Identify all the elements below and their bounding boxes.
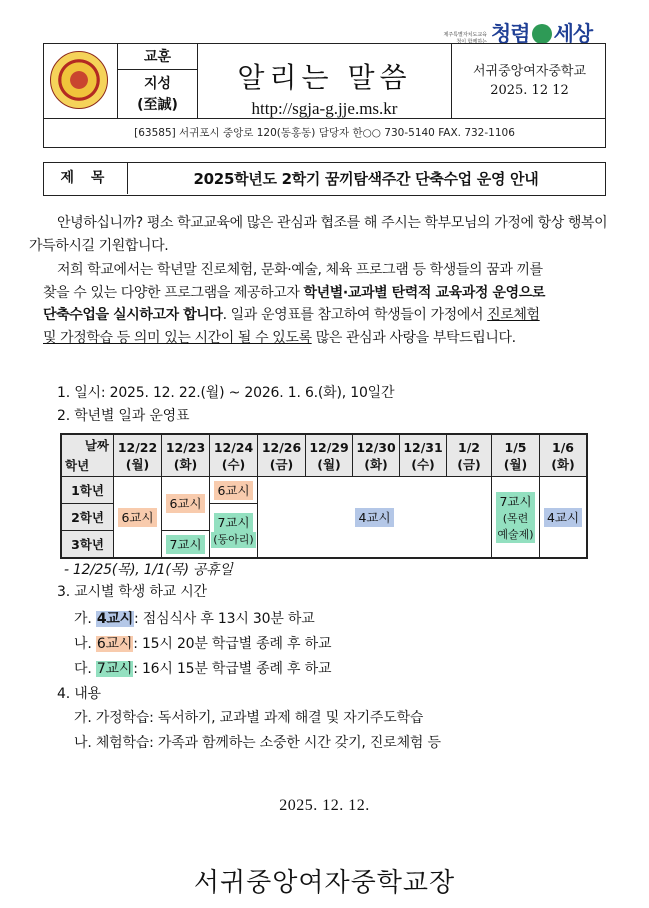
notice-title-box [197, 44, 452, 118]
cell-1222 [114, 477, 162, 558]
greeting-line-2: 가득하시길 기원합니다. [29, 237, 169, 254]
date-label: 12/30 [356, 439, 396, 455]
grade-label: 1학년 [62, 477, 114, 504]
date-label: 1/6 [552, 439, 574, 455]
date-header [492, 435, 540, 477]
schedule-header-row [62, 435, 587, 477]
period-tag: 7교시 [166, 535, 204, 554]
purpose-line-4 [43, 327, 613, 350]
date-label: 12/23 [165, 439, 206, 455]
date-header [210, 435, 258, 477]
date-label: 12/22 [117, 439, 158, 455]
greeting-paragraph [29, 212, 613, 257]
cell-1224-g23 [210, 504, 258, 558]
cell-1224-g1 [210, 477, 258, 504]
schedule-row-grade-1 [62, 477, 587, 504]
item-3-b [74, 634, 331, 654]
school-url[interactable]: http://sgja-g.jje.ms.kr [251, 99, 398, 118]
notice-title: 알리는 말씀 [237, 61, 412, 94]
date-header [447, 435, 492, 477]
date-label: 1/5 [504, 439, 527, 455]
logo-word-1: 청렴 [491, 22, 530, 46]
date-header [258, 435, 306, 477]
document-date: 2025. 12. 12. [279, 797, 370, 814]
motto-value-korean: 지성 [143, 76, 172, 92]
weekday-label: (수) [221, 456, 246, 472]
purpose-line-1: 저희 학교에서는 학년말 진로체험, 문화·예술, 체육 프로그램 등 학생들의 꿈과 끼를 [57, 262, 543, 278]
motto-value [117, 70, 197, 118]
principal-signature: 서귀중앙여자중학교장 [193, 868, 456, 898]
weekday-label: (월) [317, 456, 341, 472]
cell-1223-g12 [162, 477, 210, 531]
weekday-label: (월) [503, 456, 528, 472]
campaign-logo-caption: 제주특별자치도교육청이 함께하는 [443, 32, 487, 45]
item-2-heading: 2. 학년별 일과 운영표 [57, 408, 190, 424]
period-tag-6: 6교시 [96, 636, 133, 652]
date-label: 12/29 [309, 439, 349, 455]
grade-label: 2학년 [62, 504, 114, 531]
event-note [496, 511, 535, 543]
subject-row [43, 162, 606, 196]
schedule-table [60, 433, 588, 559]
weekday-label: (화) [551, 456, 575, 472]
weekday-label: (수) [411, 456, 435, 472]
school-emblem-icon [50, 51, 108, 109]
date-header [162, 435, 210, 477]
motto-value-hanja: (至誠) [137, 97, 178, 113]
cell-0106 [540, 477, 587, 558]
schedule-corner-cell [62, 435, 114, 477]
item-3-heading: 3. 교시별 학생 하교 시간 [57, 584, 207, 600]
weekday-label: (금) [457, 456, 481, 472]
purpose-line-3-plain: . 일과 운영표를 참고하여 학생들이 가정에서 [222, 307, 488, 323]
date-header [353, 435, 400, 477]
date-header [114, 435, 162, 477]
cell-0105 [492, 477, 540, 558]
weekday-label: (화) [173, 456, 198, 472]
school-name: 서귀중앙여자중학교 [472, 64, 587, 79]
period-tag: 6교시 [166, 494, 204, 513]
period-tag: 4교시 [355, 508, 393, 527]
purpose-line-3-bold: 단축수업을 실시하고자 합니다 [43, 307, 223, 323]
date-label: 12/24 [213, 439, 254, 455]
issue-date: 2025. 12 12 [490, 83, 569, 98]
greeting-line-1: 안녕하십니까? 평소 학교교육에 많은 관심과 협조를 해 주시는 학부모님의 가정에 항상 행복이 [57, 215, 608, 231]
period-tag: 6교시 [214, 481, 252, 500]
period-tag: 4교시 [544, 508, 582, 527]
cell-mid-range [258, 477, 492, 558]
item-3-a-prefix: 가. [74, 611, 96, 627]
period-tag-4: 4교시 [96, 611, 134, 627]
grade-label: 3학년 [62, 531, 114, 558]
purpose-line-4-underlined: 및 가정학습 등 의미 있는 시간이 될 수 있도록 [43, 329, 312, 346]
period-tag-7: 7교시 [96, 661, 133, 677]
date-header [306, 435, 353, 477]
item-1-date: 1. 일시: 2025. 12. 22.(월) ~ 2026. 1. 6.(화), 10일간 [57, 385, 395, 401]
motto-label: 교훈 [117, 44, 197, 70]
weekday-label: (금) [269, 456, 294, 472]
period-tag: 7교시 [496, 492, 534, 511]
purpose-paragraph [43, 259, 613, 349]
item-3-b-prefix: 나. [74, 636, 96, 652]
cell-1223-g3 [162, 531, 210, 558]
subject-label: 제 목 [44, 163, 128, 194]
period-tag: 6교시 [118, 508, 156, 527]
campaign-logo [439, 14, 619, 46]
logo-circle-icon [532, 24, 552, 44]
purpose-line-2-bold: 학년별·교과별 탄력적 교육과정 운영으로 [303, 284, 545, 301]
letterhead [43, 43, 606, 148]
purpose-line-4-plain: 많은 관심과 사랑을 부탁드립니다. [311, 329, 516, 346]
schedule-grid [61, 434, 587, 558]
holiday-note: - 12/25(목), 1/1(목) 공휴일 [64, 562, 233, 578]
weekday-label: (월) [125, 456, 150, 472]
item-3-c-prefix: 다. [74, 661, 96, 677]
date-label: 1/2 [458, 439, 480, 455]
period-tag: 7교시 [214, 513, 252, 532]
contact-info: [63585] 서귀포시 중앙로 120(동홍동) 담당자 한○○ 730-5140 FAX. 732-1106 [44, 118, 605, 148]
subject-text: 2025학년도 2학기 꿈끼탐색주간 단축수업 운영 안내 [193, 170, 539, 188]
event-note-line-1: (목련 [502, 511, 529, 525]
issuer-box [452, 44, 607, 118]
event-note-line-2: 예술제) [497, 527, 534, 541]
corner-date-label: 날짜 [84, 438, 109, 453]
purpose-line-3-underlined: 진로체험 [487, 307, 540, 323]
date-header [400, 435, 447, 477]
item-3-a [74, 609, 315, 629]
weekday-label: (화) [364, 456, 388, 472]
date-label: 12/31 [403, 439, 443, 455]
item-4-b: 나. 체험학습: 가족과 함께하는 소중한 시간 갖기, 진로체험 등 [74, 735, 441, 751]
club-note: (동아리) [211, 532, 256, 548]
item-3-a-text: : 점심식사 후 13시 30분 하교 [134, 611, 315, 627]
item-4-a: 가. 가정학습: 독서하기, 교과별 과제 해결 및 자기주도학습 [74, 710, 424, 726]
item-4-heading: 4. 내용 [57, 686, 101, 702]
item-3-c [74, 659, 331, 679]
corner-grade-label: 학년 [65, 458, 90, 473]
item-3-c-text: : 16시 15분 학급별 종례 후 하교 [133, 661, 332, 677]
item-3-b-text: : 15시 20분 학급별 종례 후 하교 [133, 636, 332, 652]
purpose-line-2 [43, 282, 613, 305]
purpose-line-2-plain: 찾을 수 있는 다양한 프로그램을 제공하고자 [43, 284, 304, 301]
date-label: 12/26 [261, 439, 302, 455]
date-header [540, 435, 587, 477]
logo-word-2: 세상 [553, 22, 593, 46]
purpose-line-3 [43, 304, 613, 327]
